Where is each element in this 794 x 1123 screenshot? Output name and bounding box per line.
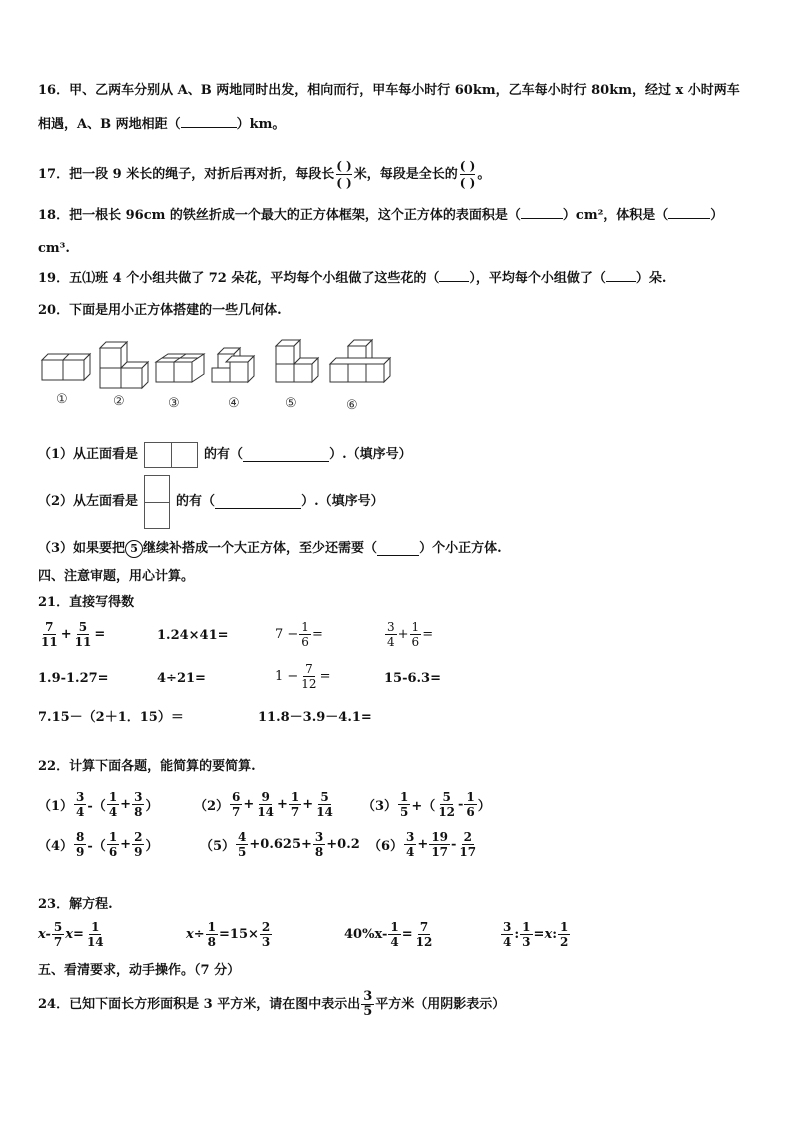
- figure-label-3: ③: [168, 396, 180, 411]
- figure-label-6: ⑥: [346, 398, 358, 413]
- q21-r3-item2: 11.8－3.9－4.1=: [258, 710, 372, 725]
- q21-r2-item2: 4÷21=: [157, 671, 206, 686]
- q20-sub1: （1）从正面看是 的有（ ）.（填序号）: [38, 442, 412, 468]
- figure-1: [42, 354, 90, 380]
- q17-mid: 米，每段是全长的: [353, 166, 458, 182]
- q21-r1-item1: $\frac{7}{11}$ + $\frac{5}{11}$ =: [41, 620, 106, 649]
- q22-p4: （4） $\frac{8}{9}$ -（ $\frac{1}{6}$ + $\frac{2}{9}$ ）: [38, 830, 159, 859]
- q18-volume-blank[interactable]: [668, 218, 710, 219]
- figure-label-5: ⑤: [285, 396, 297, 411]
- q24-line: 24．已知下面长方形面积是 3 平方米，请在图中表示出 $\frac{3}{5}$ 平方米（用阴影表示）: [38, 989, 506, 1019]
- q16-line2: [38, 116, 285, 134]
- q17-prefix: 17．把一段 9 米长的绳子，对折后再对折，每段长: [38, 166, 335, 182]
- q21-r1-item2: 1.24×41=: [157, 628, 229, 643]
- q21-r1-item3: 7 − $\frac{1}{6}$ =: [275, 620, 323, 649]
- q20-sub1-blank[interactable]: [243, 448, 329, 462]
- figure-4: [212, 348, 254, 382]
- figure-5: [276, 340, 318, 382]
- q22-p2: （2） $\frac{6}{7}$ + $\frac{9}{14}$ + $\frac{1}{7}$ + $\frac{5}{14}$: [194, 790, 333, 819]
- q19-line: 19．五⑴班 4 个小组共做了 72 朵花，平均每个小组做了这些花的（ ），平均每个小组做了（ ）朵.: [38, 271, 667, 286]
- q18-line1: 18．把一根长 96cm 的铁丝折成一个最大的正方体框架，这个正方体的表面积是（ ）cm²，体积是（ ）: [38, 208, 724, 223]
- q20-sub2-blank[interactable]: [215, 495, 301, 509]
- q16-prefix: 相遇，A、B 两地相距（: [38, 117, 181, 132]
- left-view-stacked-squares: [144, 475, 170, 529]
- q21-r1-item4: $\frac{3}{4}$ + $\frac{1}{6}$ =: [387, 620, 434, 649]
- q19-fraction-blank[interactable]: [439, 281, 469, 282]
- q22-title: 22．计算下面各题，能简算的要简算.: [38, 759, 256, 774]
- q21-r2-item4: 15-6.3=: [384, 671, 441, 686]
- figure-label-4: ④: [228, 396, 240, 411]
- q16-suffix: ）km。: [236, 117, 286, 132]
- q21-r3-item1: 7.15－（2＋1．15）＝: [38, 710, 184, 725]
- q21-r2-item3: 1 − $\frac{7}{12}$ =: [275, 662, 331, 691]
- figure-6: [330, 340, 390, 382]
- q23-title: 23．解方程.: [38, 897, 113, 912]
- section-5-heading: 五、看清要求，动手操作。（7 分）: [38, 963, 241, 978]
- q20-sub3: （3）如果要把 5 继续补搭成一个大正方体，至少还需要（ ）个小正方体.: [38, 541, 502, 556]
- q23-eq3: 40%x- $\frac{1}{4}$ = $\frac{7}{12}$: [344, 920, 433, 949]
- circled-five: 5: [125, 540, 143, 558]
- q22-p3: （3） $\frac{1}{5}$ +（ $\frac{5}{12}$ - $\frac{1}{6}$ ）: [362, 790, 491, 819]
- q22-p1: （1） $\frac{3}{4}$ -（ $\frac{1}{4}$ + $\frac{3}{8}$ ）: [38, 790, 159, 819]
- q20-title: 20．下面是用小正方体搭建的一些几何体.: [38, 303, 282, 318]
- q17-line: [38, 158, 490, 191]
- q20-sub3-blank[interactable]: [377, 542, 419, 556]
- q16-line1: 16．甲、乙两车分别从 A、B 两地同时出发，相向而行，甲车每小时行 60km，乙车每小时行 80km，经过 x 小时两车: [38, 83, 740, 98]
- q23-eq4: $\frac{3}{4}$ : $\frac{1}{3}$ = x : $\frac{1}{2}$: [503, 920, 569, 949]
- q17-suffix: 。: [477, 166, 491, 182]
- q21-title: 21．直接写得数: [38, 595, 135, 610]
- section-4-heading: 四、注意审题，用心计算。: [38, 569, 195, 584]
- figure-3: [156, 354, 204, 382]
- front-view-two-squares: [144, 442, 198, 468]
- figure-label-1: ①: [56, 392, 68, 407]
- figure-label-2: ②: [113, 394, 125, 409]
- q23-eq1: x- $\frac{5}{7}$ x= $\frac{1}{14}$: [38, 920, 104, 949]
- cube-figures: [36, 338, 396, 390]
- q18-area-blank[interactable]: [521, 218, 563, 219]
- q20-sub2: （2）从左面看是 的有（ ）.（填序号）: [38, 475, 384, 529]
- q16-answer-blank[interactable]: [181, 127, 237, 128]
- q22-p6: （6） $\frac{3}{4}$ + $\frac{19}{17}$ - $\frac{2}{17}$: [368, 830, 477, 859]
- q17-part-fraction[interactable]: ( ) ( ): [459, 159, 476, 190]
- q23-eq2: x ÷ $\frac{1}{8}$ =15× $\frac{2}{3}$: [186, 920, 271, 949]
- q19-count-blank[interactable]: [606, 281, 636, 282]
- figure-2: [100, 342, 148, 388]
- q18-line2: cm³.: [38, 241, 70, 256]
- q17-length-fraction[interactable]: ( ) ( ): [336, 159, 352, 190]
- q21-r2-item1: 1.9-1.27=: [38, 671, 109, 686]
- q22-p5: （5） $\frac{4}{5}$ +0.625+ $\frac{3}{8}$ +0.2: [200, 830, 360, 859]
